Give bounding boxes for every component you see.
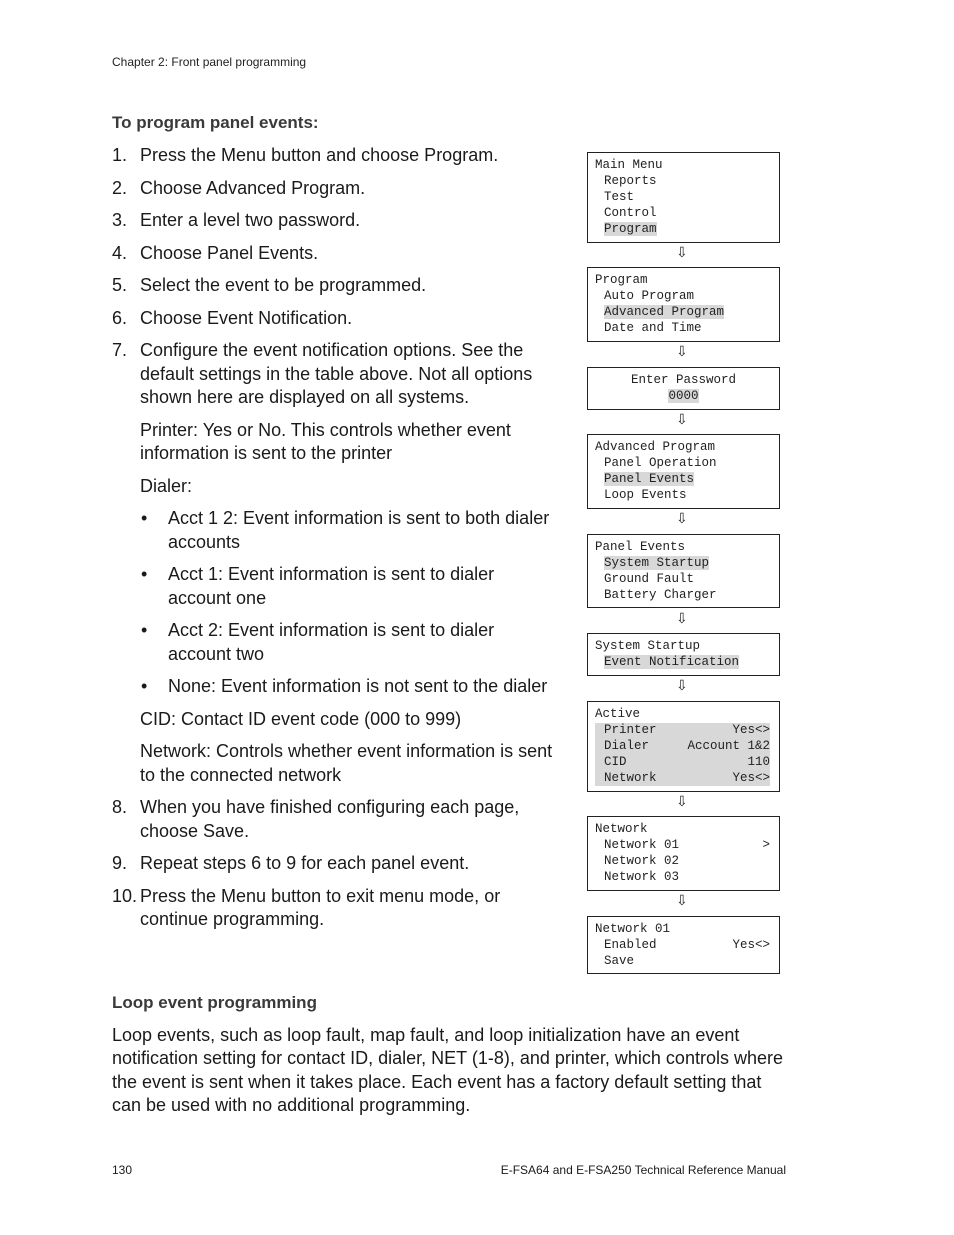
item-label: Network 03: [604, 869, 680, 884]
step-number: 1.: [112, 145, 128, 165]
down-arrow-icon: ⇩: [676, 611, 688, 627]
lcd-item: Auto Program: [604, 288, 695, 303]
lcd-title: Network: [595, 822, 648, 836]
dialer-bullet: [141, 563, 557, 610]
down-arrow-icon: ⇩: [676, 678, 688, 694]
lcd-title: Panel Events: [595, 540, 686, 554]
lcd-row-dialer: [595, 739, 770, 755]
step-text: Choose Event Notification.: [140, 307, 353, 328]
section-heading-loop-event-programming: Loop event programming: [112, 993, 317, 1012]
step-9: [112, 852, 557, 876]
step-10: [112, 885, 557, 932]
cid-note: CID: Contact ID event code (000 to 999): [140, 708, 462, 729]
step-2: [112, 177, 557, 201]
loop-event-paragraph: Loop events, such as loop fault, map fault, and loop initialization have an event notification setting for contact ID, dialer, NET (1-8), and printer, which controls where the event is sent when it takes place. Each event has a factory default setting that can be used with no additional programming.: [112, 1025, 783, 1115]
row-label: Network: [604, 770, 657, 785]
item-label: Network 02: [604, 853, 680, 868]
step-number: 4.: [112, 242, 128, 263]
lcd-title: Program: [595, 273, 648, 287]
step-text: Configure the event notification options. See the default settings in the table above. Not all options shown here are displayed on all systems.: [140, 340, 533, 407]
bullet-dot: •: [141, 620, 148, 640]
lcd-active: [587, 701, 780, 792]
step-number: 9.: [112, 853, 128, 873]
down-arrow-icon: ⇩: [676, 511, 688, 527]
row-value: Yes<>: [732, 770, 770, 785]
lcd-item-selected: Program: [604, 221, 657, 236]
lcd-title: Enter Password: [630, 373, 737, 387]
step-1: [112, 144, 557, 168]
down-arrow-icon: ⇩: [676, 245, 688, 261]
lcd-item: [588, 870, 779, 886]
bullet-text: None: Event information is not sent to the dialer: [168, 676, 548, 696]
dialer-label: Dialer:: [140, 475, 193, 496]
bullet-text: Acct 2: Event information is sent to dialer account two: [168, 620, 495, 664]
lcd-advanced-program: [587, 434, 780, 509]
lcd-item: Panel Operation: [604, 455, 717, 470]
lcd-item: Ground Fault: [604, 571, 695, 586]
lcd-network-01: [587, 916, 780, 974]
step-text: Repeat steps 6 to 9 for each panel event.: [140, 853, 470, 873]
item-label: Network 01: [604, 837, 680, 852]
page-number: 130: [112, 1163, 133, 1177]
down-arrow-icon: ⇩: [676, 893, 688, 909]
lcd-network: [587, 816, 780, 891]
section-heading-program-panel-events: To program panel events:: [112, 113, 319, 132]
lcd-item: Test: [604, 189, 635, 204]
lcd-item: Control: [604, 205, 657, 220]
dialer-bullet: [141, 507, 557, 554]
lcd-system-startup: [587, 633, 780, 676]
step-number: 10.: [112, 885, 138, 906]
lcd-program: [587, 267, 780, 342]
lcd-item: [588, 854, 779, 870]
dialer-bullet: [141, 675, 557, 699]
chapter-header: Chapter 2: Front panel programming: [112, 55, 307, 69]
row-label: CID: [604, 754, 627, 769]
lcd-row-printer: [595, 723, 770, 739]
bullet-dot: •: [141, 508, 148, 528]
row-value: Yes<>: [732, 937, 770, 952]
lcd-item-selected: Event Notification: [604, 654, 740, 669]
dialer-bullet: [141, 619, 557, 666]
step-4: [112, 242, 557, 266]
lcd-row-enabled: [588, 938, 779, 954]
step-text: Press the Menu button and choose Program.: [140, 145, 499, 165]
step-8: [112, 796, 557, 843]
lcd-item-save: Save: [604, 953, 635, 968]
down-arrow-icon: ⇩: [676, 794, 688, 810]
network-note: Network: Controls whether event information is sent to the connected network: [140, 741, 553, 785]
bullet-text: Acct 1 2: Event information is sent to both dialer accounts: [168, 508, 550, 552]
step-7: [112, 339, 557, 410]
lcd-item: Battery Charger: [604, 587, 717, 602]
step-text: Enter a level two password.: [140, 210, 361, 230]
row-label: Dialer: [604, 738, 650, 753]
step-number: 6.: [112, 307, 128, 328]
lcd-panel-events: [587, 534, 780, 608]
lcd-password: [587, 367, 780, 410]
lcd-row-cid: [595, 755, 770, 771]
row-label: Printer: [604, 722, 657, 737]
step-text: Choose Advanced Program.: [140, 177, 366, 198]
lcd-password-value: 0000: [668, 388, 699, 403]
bullet-text: Acct 1: Event information is sent to dialer account one: [168, 564, 495, 608]
lcd-item: Reports: [604, 173, 657, 188]
lcd-title: Network 01: [595, 922, 671, 936]
step-number: 3.: [112, 210, 128, 230]
lcd-item: Date and Time: [604, 320, 702, 335]
lcd-item-selected: Panel Events: [604, 471, 695, 486]
manual-title: E-FSA64 and E-FSA250 Technical Reference Manual: [500, 1163, 786, 1177]
down-arrow-icon: ⇩: [676, 412, 688, 428]
step-number: 5.: [112, 275, 128, 295]
step-number: 2.: [112, 177, 128, 198]
row-value: 110: [747, 754, 770, 769]
row-value: Account 1&2: [687, 738, 770, 753]
lcd-row-network: [595, 771, 770, 787]
down-arrow-icon: ⇩: [676, 344, 688, 360]
bullet-dot: •: [141, 564, 148, 584]
lcd-item: [588, 838, 779, 854]
step-text: Choose Panel Events.: [140, 242, 319, 263]
row-value: Yes<>: [732, 722, 770, 737]
lcd-item: Loop Events: [604, 487, 687, 502]
step-5: [112, 274, 557, 298]
lcd-title: Advanced Program: [595, 440, 716, 454]
step-number: 7.: [112, 340, 128, 360]
step-3: [112, 209, 557, 233]
lcd-main-menu: [587, 152, 780, 243]
row-label: Enabled: [604, 937, 657, 952]
lcd-item-selected: System Startup: [604, 555, 710, 570]
chevron-right-icon: >: [762, 837, 770, 852]
lcd-title: Active: [595, 707, 641, 721]
step-text: When you have finished configuring each page, choose Save.: [140, 797, 520, 841]
step-number: 8.: [112, 797, 128, 817]
step-6: [112, 307, 557, 331]
lcd-title: System Startup: [595, 639, 701, 653]
step-text: Select the event to be programmed.: [140, 275, 427, 295]
lcd-title: Main Menu: [595, 158, 663, 172]
printer-note: Printer: Yes or No. This controls whether event information is sent to the printer: [140, 419, 511, 463]
bullet-dot: •: [141, 676, 148, 696]
steps-list: [112, 144, 557, 941]
lcd-item-selected: Advanced Program: [604, 304, 725, 319]
step-text: Press the Menu button to exit menu mode, or continue programming.: [140, 885, 501, 929]
